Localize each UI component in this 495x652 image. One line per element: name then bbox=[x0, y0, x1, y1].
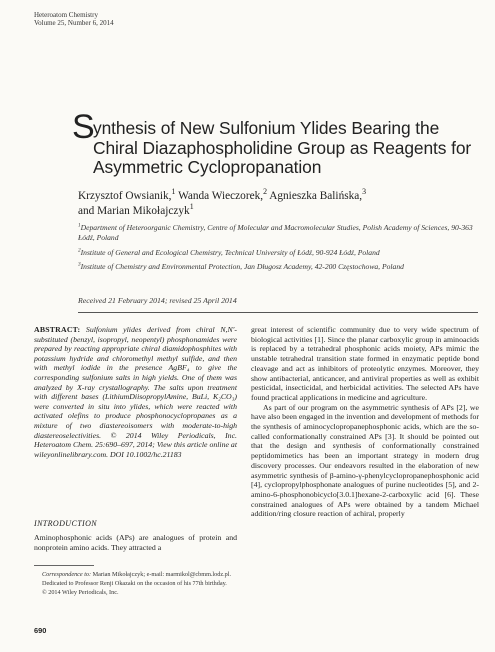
introduction-text: Aminophosphonic acids (APs) are analogues of protein and nonprotein amino acids. They attracted a bbox=[34, 533, 237, 552]
affiliation-2-mark: 2 bbox=[78, 247, 81, 254]
affiliation-1-mark: 1 bbox=[78, 222, 81, 229]
title-drop-cap: S bbox=[72, 108, 95, 146]
body-right-column bbox=[251, 325, 479, 519]
abstract-text: Sulfonium ylides derived from chiral N,N′-substituted (benzyl, isopropyl, neopentyl) phosphonamides were prepared by reacting appropriate chiral diamidophosphites with potassium hydride and chloromethyl methyl sulfide, and then with methyl iodide in the presence AgBF₄ to give the corresponding sulfonium salts in high yields. One of them was analyzed by X-ray crystallography. The salts upon treatment with different bases (LithiumDiisopropylAmine, BuLi, K₂CO₃) were converted in situ into ylides, which were reacted with activated olefins to produce phosphonocyclopropanes as a mixture of two diastereoisomers with moderate-to-high diastereoselectivities. © 2014 Wiley Periodicals, Inc. Heteroatom Chem. 25:690–697, 2014; View this article online at wileyonlinelibrary.com. DOI 10.1002/hc.21183 bbox=[34, 325, 237, 459]
footnote-divider bbox=[34, 565, 94, 566]
journal-header bbox=[34, 11, 114, 28]
journal-name: Heteroatom Chemistry bbox=[34, 11, 98, 19]
footnote-dedication: Dedicated to Professor Renji Okazaki on the occasion of his 77th birthday. bbox=[42, 580, 227, 588]
body-paragraph-2: As part of our program on the asymmetric synthesis of APs [2], we have also been engaged in the invention and development of methods for the synthesis of aminocyclopropanephosphonic acids, which are the so-called conformationally constrained APs [3]. It should be pointed out that the design and synthesis of conformationally constrained peptidomimetics has been an important strategy in modern drug discovery processes. Our endeavors resulted in the elaboration of new asymmetric synthesis of β-amino-γ-phenylcyclopropanephosphonic acid [4], cyclopropylphosphonate analogues of purine nucleotides [5], and 2-amino-6-phosphonobicyclo[3.0.1]hexane-2-carboxylic acid [6]. These constrained analogues of APs were obtained by a tandem Michael addition/ring closure reaction of achiral, properly bbox=[251, 402, 479, 519]
footnote-copyright: © 2014 Wiley Periodicals, Inc. bbox=[42, 589, 119, 597]
author-list bbox=[78, 189, 478, 219]
author-4: and Marian Mikołajczyk bbox=[78, 205, 190, 217]
author-3-affil: 3 bbox=[362, 187, 367, 197]
correspondence-text: Marian Mikołajczyk; e-mail: marmikol@cbmm.lodz.pl. bbox=[91, 571, 231, 578]
affiliation-3 bbox=[78, 262, 473, 272]
article-title bbox=[72, 108, 478, 178]
section-heading-introduction: INTRODUCTION bbox=[34, 519, 98, 528]
author-1: Krzysztof Owsianik, bbox=[78, 190, 172, 202]
author-2-affil: 2 bbox=[263, 187, 268, 197]
received-dates: Received 21 February 2014; revised 25 April 2014 bbox=[78, 296, 237, 305]
abstract bbox=[34, 325, 237, 459]
title-text: ynthesis of New Sulfonium Ylides Bearing the Chiral Diazaphospholidine Group as Reagents for Asymmetric Cyclopropanation bbox=[93, 118, 472, 178]
footnote-correspondence bbox=[34, 571, 237, 579]
affiliation-3-mark: 3 bbox=[78, 261, 81, 268]
journal-volume: Volume 25, Number 6, 2014 bbox=[34, 19, 114, 28]
header-divider bbox=[78, 312, 478, 313]
abstract-label: ABSTRACT: bbox=[34, 325, 81, 334]
correspondence-label: Correspondence to: bbox=[42, 571, 92, 578]
body-paragraph-1: great interest of scientific community due to very wide spectrum of biological activities [1]. Since the planar carboxylic group in aminoacids is replaced by a tetrahedral phosphonic acids moiety, APs mimic the unstable tetrahedral transition state formed in enzymatic peptide bond cleavage and act as inhibitors of proteolytic enzymes. Moreover, they show antibacterial, anticancer, and antiviral properties as well as exhibit pesticidal, insecticidal, and herbicidal activities. The selected APs have found practical applications in medicine and agriculture. bbox=[251, 325, 479, 402]
footnotes bbox=[34, 571, 237, 598]
affiliations bbox=[78, 223, 473, 277]
author-4-affil: 1 bbox=[189, 202, 194, 212]
author-3: Agnieszka Balińska, bbox=[267, 190, 363, 202]
affiliation-2-text: Institute of General and Ecological Chemistry, Technical University of Łódź, 90-924 Łódź, Poland bbox=[80, 247, 380, 257]
author-2: Wanda Wieczorek, bbox=[175, 190, 264, 202]
author-1-affil: 1 bbox=[171, 187, 176, 197]
affiliation-2 bbox=[78, 248, 473, 258]
affiliation-1 bbox=[78, 223, 473, 243]
affiliation-3-text: Institute of Chemistry and Environmental Protection, Jan Długosz Academy, 42-200 Częstochowa, Poland bbox=[80, 262, 404, 272]
affiliation-1-text: Department of Heteroorganic Chemistry, Centre of Molecular and Macromolecular Studies, Polish Academy of Sciences, 90-363 Łódź, Poland bbox=[78, 223, 473, 242]
page-number: 690 bbox=[34, 626, 47, 635]
